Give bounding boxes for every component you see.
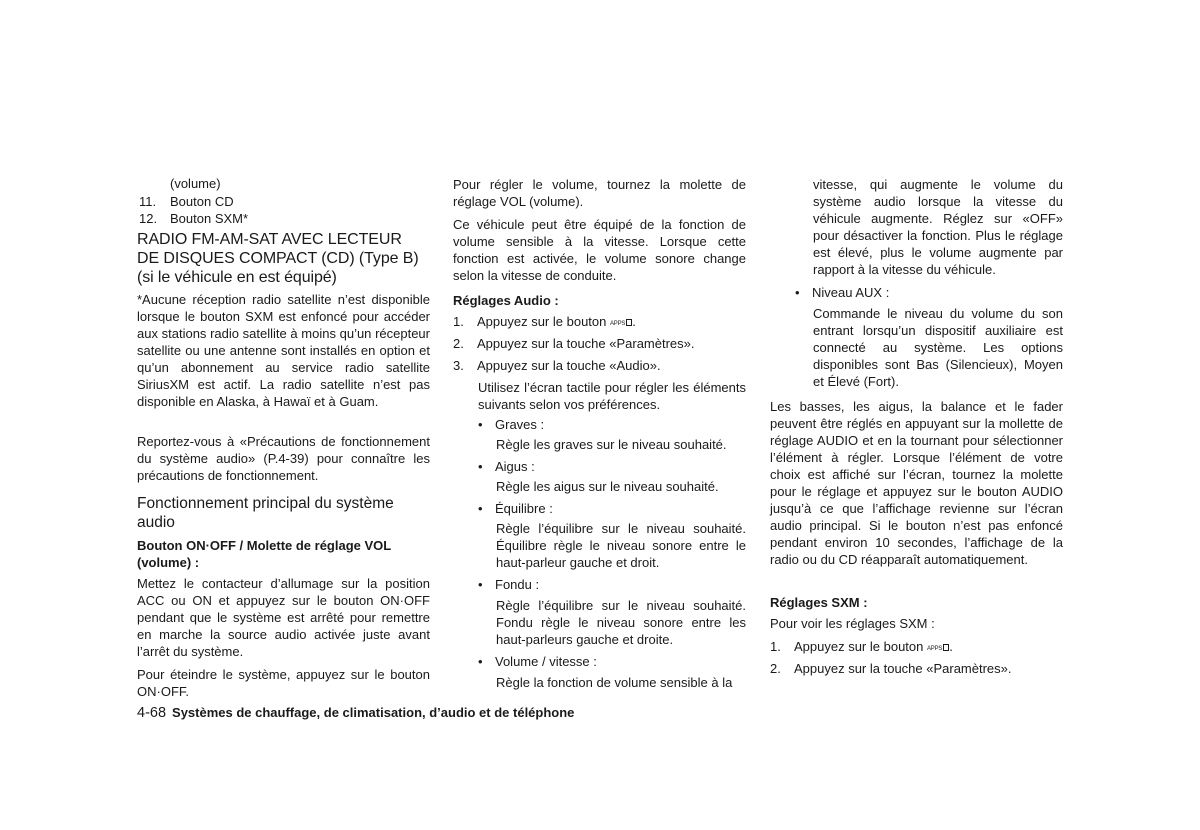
list-label: Bouton SXM* (170, 211, 249, 226)
bullet-icon: • (478, 417, 483, 432)
apps-button-icon (927, 644, 949, 652)
bullet-label: Aigus : (495, 459, 535, 474)
list-item (139, 193, 234, 210)
list-label: Bouton CD (170, 194, 234, 209)
bold-heading-line: Bouton ON·OFF / Molette de réglage VOL (137, 538, 392, 553)
step-text: Appuyez sur le bouton (794, 639, 924, 654)
step-text: Appuyez sur le bouton (477, 314, 607, 329)
step-item (453, 313, 746, 330)
heading-line: (si le véhicule en est équipé) (137, 269, 337, 286)
page-number: 4-68 (137, 705, 167, 721)
bullet-detail: Règle les graves sur le niveau souhaité. (496, 437, 727, 452)
bullet-item (478, 576, 539, 593)
bold-heading-line: (volume) : (137, 555, 200, 570)
bullet-item (478, 653, 597, 670)
body-paragraph: Pour régler le volume, tournez la molette de réglage VOL (volume). (453, 177, 746, 209)
body-paragraph: Mettez le contacteur d’allumage sur la position ACC ou ON et appuyez sur le bouton ON·OFF pendant que le système est arrêté pour remettre en marche la source audio activée juste avant l’arrêt du système. (137, 576, 430, 659)
step-detail: Utilisez l’écran tactile pour régler les éléments suivants selon vos préférences. (478, 380, 746, 412)
bullet-icon: • (478, 459, 483, 474)
body-paragraph: Pour voir les réglages SXM : (770, 616, 935, 631)
apps-icon-label: APPS (610, 321, 626, 327)
subheading-line: audio (137, 514, 175, 531)
subheading-line: Fonctionnement principal du système (137, 495, 394, 512)
subsection-heading (137, 494, 430, 532)
period: . (632, 314, 636, 329)
heading-line: DE DISQUES COMPACT (CD) (Type B) (137, 250, 419, 267)
section-heading (137, 230, 437, 287)
step-number: 1. (770, 639, 781, 654)
bullet-label: Fondu : (495, 577, 540, 592)
bullet-label: Volume / vitesse : (495, 654, 597, 669)
bullet-detail: Règle les aigus sur le niveau souhaité. (496, 479, 719, 494)
bullet-icon: • (478, 577, 483, 592)
bullet-item (478, 416, 544, 433)
list-item (139, 210, 248, 227)
body-paragraph: Ce véhicule peut être équipé de la fonction de volume sensible à la vitesse. Lorsque cette fonction est activée, le volume sonore change selon la vitesse de conduite. (453, 217, 746, 283)
bullet-icon: • (478, 501, 483, 516)
heading-line: RADIO FM-AM-SAT AVEC LECTEUR (137, 231, 402, 248)
apps-icon-label: APPS (927, 646, 943, 652)
list-number: 12. (139, 211, 158, 226)
bullet-detail: Règle l’équilibre sur le niveau souhaité. Équilibre règle le niveau sonore entre le haut-parleur gauche et droit. (496, 521, 746, 570)
period: . (949, 639, 953, 654)
step-item (453, 335, 746, 352)
bullet-label: Niveau AUX : (812, 285, 890, 300)
step-item (770, 638, 1063, 655)
bold-heading: Réglages SXM : (770, 595, 868, 610)
list-item-continuation: (volume) (170, 176, 221, 191)
bullet-detail: vitesse, qui augmente le volume du système audio lorsque la vitesse du véhicule augmente. Réglez sur «OFF» pour désactiver la fonction. Plus le réglage est élevé, plus le volume augmente par rapport à la vitesse du véhicule. (813, 177, 1063, 277)
bullet-detail: Règle l’équilibre sur le niveau souhaité. Fondu règle le niveau sonore entre les haut-parleurs gauche et droite. (496, 598, 746, 647)
step-item (770, 660, 1063, 677)
step-text: Appuyez sur la touche «Audio». (477, 358, 661, 373)
step-number: 2. (453, 336, 464, 351)
step-item (453, 357, 746, 374)
bullet-item (478, 500, 553, 517)
bold-heading (137, 537, 437, 571)
step-text: Appuyez sur la touche «Paramètres». (477, 336, 695, 351)
footnote-paragraph: *Aucune réception radio satellite n’est disponible lorsque le bouton SXM est enfoncé pour accéder aux stations radio satellite à moins qu’un récepteur satellite ou une antenne sont installés en option et qu’un abonnement au service radio satellite SiriusXM est actif. La radio satellite n’est pas disponible en Alaska, à Hawaï et à Guam. (137, 292, 430, 409)
bullet-item (795, 284, 889, 301)
bullet-item (478, 458, 535, 475)
bullet-label: Graves : (495, 417, 545, 432)
bullet-detail: Règle la fonction de volume sensible à la (496, 675, 733, 690)
step-number: 1. (453, 314, 464, 329)
body-paragraph: Pour éteindre le système, appuyez sur le bouton ON·OFF. (137, 667, 430, 699)
bullet-icon: • (795, 285, 800, 300)
page-footer (137, 704, 574, 722)
chapter-title: Systèmes de chauffage, de climatisation, d’audio et de téléphone (172, 705, 575, 720)
apps-button-icon (610, 319, 632, 327)
bold-heading: Réglages Audio : (453, 293, 559, 308)
body-paragraph: Les basses, les aigus, la balance et le fader peuvent être réglés en appuyant sur la mollette de réglage AUDIO et en la tournant pour sélectionner l’élément à régler. Lorsque l’élément de votre choix est affiché sur l’écran, tournez la molette pour le réglage et appuyez sur le bouton AUDIO jusqu’à ce que l’affichage revienne sur l’écran audio principal. Si le bouton n’est pas enfoncé pendant environ 10 secondes, l’affichage de la radio ou du CD réapparaît automatiquement. (770, 399, 1063, 567)
step-number: 3. (453, 358, 464, 373)
list-number: 11. (139, 194, 157, 209)
reference-paragraph: Reportez-vous à «Précautions de fonctionnement du système audio» (P.4-39) pour connaître les précautions de fonctionnement. (137, 434, 430, 483)
bullet-icon: • (478, 654, 483, 669)
step-text: Appuyez sur la touche «Paramètres». (794, 661, 1012, 676)
bullet-label: Équilibre : (495, 501, 553, 516)
bullet-detail: Commande le niveau du volume du son entrant lorsqu’un dispositif auxiliaire est connecté au système. Les options disponibles sont Bas (Silencieux), Moyen et Élevé (Fort). (813, 306, 1063, 389)
step-number: 2. (770, 661, 781, 676)
